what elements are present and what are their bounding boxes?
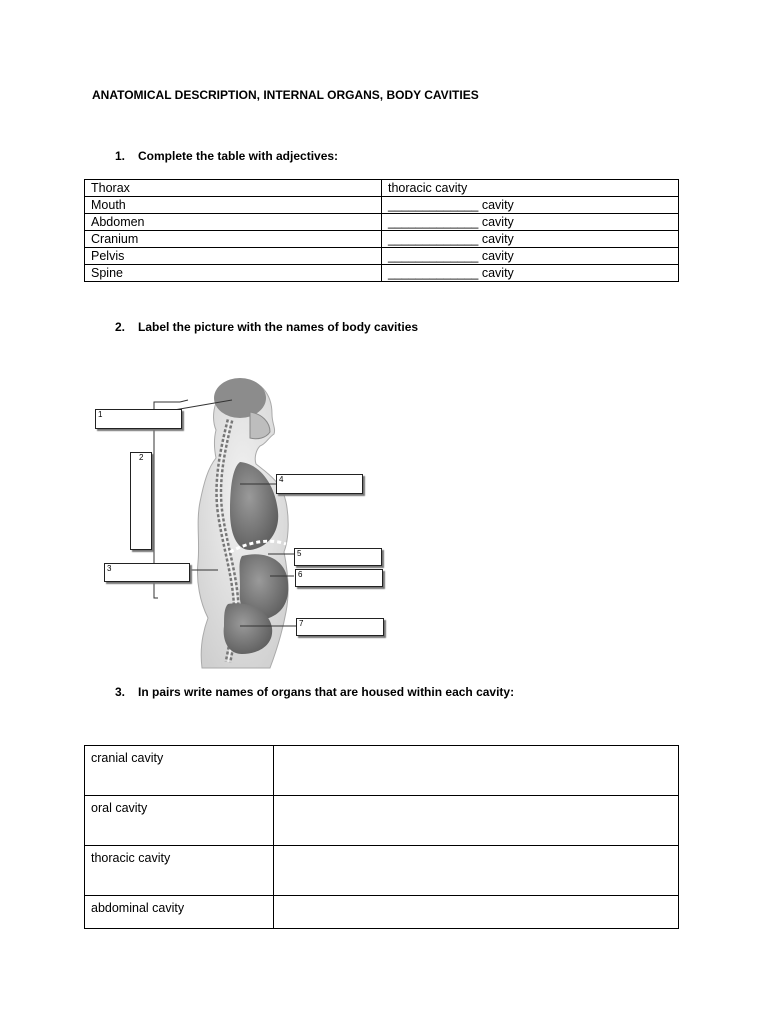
question-2-text: Label the picture with the names of body cavities: [138, 320, 419, 334]
label-box-2[interactable]: [130, 452, 152, 550]
question-1-number: 1.: [115, 149, 126, 163]
label-box-4[interactable]: [276, 474, 363, 494]
organs-cell[interactable]: [274, 846, 679, 896]
question-3-text: In pairs write names of organs that are housed within each cavity:: [138, 685, 515, 699]
label-number: 7: [299, 619, 304, 628]
cavity-cell: oral cavity: [85, 796, 274, 846]
cavity-cell: thoracic cavity: [85, 846, 274, 896]
label-box-3[interactable]: [104, 563, 190, 582]
answer-cell[interactable]: _____________ cavity: [382, 231, 679, 248]
cavity-cell: cranial cavity: [85, 746, 274, 796]
noun-cell: Mouth: [85, 197, 382, 214]
table-row: [85, 896, 679, 929]
table-row: [85, 746, 679, 796]
table-row: [85, 231, 679, 248]
question-1-text: Complete the table with adjectives:: [138, 149, 339, 163]
table-row: [85, 265, 679, 282]
label-number: 5: [297, 549, 302, 558]
label-box-7[interactable]: [296, 618, 384, 636]
table-row: [85, 248, 679, 265]
answer-cell[interactable]: _____________ cavity: [382, 248, 679, 265]
question-1: [115, 149, 338, 163]
organs-cell[interactable]: [274, 896, 679, 929]
table-row: [85, 197, 679, 214]
noun-cell: Cranium: [85, 231, 382, 248]
table-row: [85, 180, 679, 197]
label-number: 4: [279, 475, 284, 484]
question-3-number: 3.: [115, 685, 126, 699]
cavity-cell: abdominal cavity: [85, 896, 274, 929]
noun-cell: Spine: [85, 265, 382, 282]
label-box-5[interactable]: [294, 548, 382, 566]
noun-cell: Thorax: [85, 180, 382, 197]
question-3: [115, 685, 514, 699]
answer-cell[interactable]: thoracic cavity: [382, 180, 679, 197]
table-row: [85, 796, 679, 846]
question-2-number: 2.: [115, 320, 126, 334]
answer-cell[interactable]: _____________ cavity: [382, 197, 679, 214]
answer-cell[interactable]: _____________ cavity: [382, 214, 679, 231]
label-box-1[interactable]: [95, 409, 182, 429]
label-number: 3: [107, 564, 112, 573]
label-number: 6: [298, 570, 303, 579]
adjective-table: [84, 179, 679, 282]
answer-cell[interactable]: _____________ cavity: [382, 265, 679, 282]
label-number: 1: [98, 410, 103, 419]
table-row: [85, 846, 679, 896]
label-box-6[interactable]: [295, 569, 383, 587]
noun-cell: Abdomen: [85, 214, 382, 231]
organs-cell[interactable]: [274, 796, 679, 846]
organs-table: [84, 745, 679, 929]
noun-cell: Pelvis: [85, 248, 382, 265]
label-number: 2: [139, 453, 144, 462]
thoracic-organ: [230, 462, 278, 550]
question-2: [115, 320, 418, 334]
organs-cell[interactable]: [274, 746, 679, 796]
table-row: [85, 214, 679, 231]
skull: [214, 378, 266, 418]
page-title: ANATOMICAL DESCRIPTION, INTERNAL ORGANS, BODY CAVITIES: [92, 88, 479, 102]
